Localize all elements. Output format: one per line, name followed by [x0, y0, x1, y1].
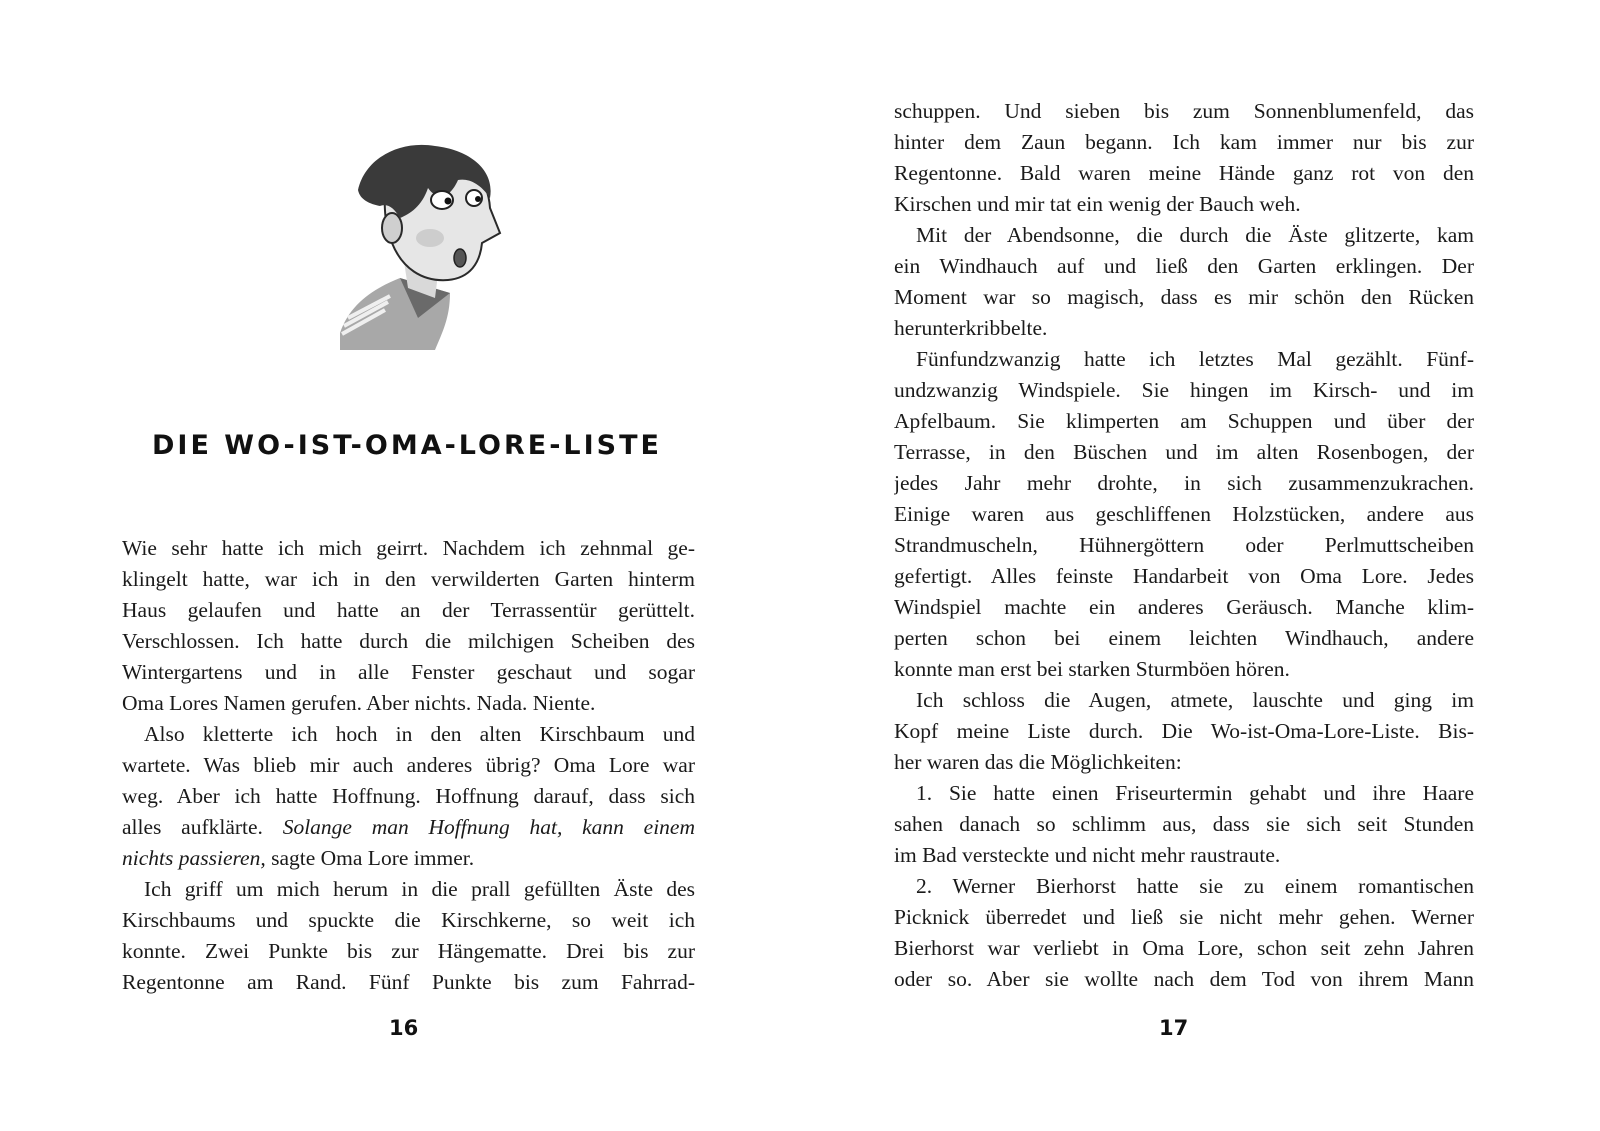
list-item-line: sahen danach so schlimm aus, dass sie sich seit Stunden [894, 812, 1474, 836]
text-line: Oma Lores Namen gerufen. Aber nichts. Nada. Niente. [122, 691, 596, 715]
italic-quote: nichts passieren, [122, 846, 266, 870]
text-line: Haus gelaufen und hatte an der Terrassentür gerüttelt. [122, 598, 695, 622]
text-line: Windspiel machte ein anderes Geräusch. Manche klim- [894, 595, 1474, 619]
list-item-line: im Bad versteckte und nicht mehr raustraute. [894, 843, 1281, 867]
text-line: Mit der Abendsonne, die durch die Äste glitzerte, kam [916, 223, 1474, 247]
right-pupil [475, 196, 481, 202]
text-line: konnte man erst bei starken Sturmböen hören. [894, 657, 1290, 681]
text-line: perten schon bei einem leichten Windhauch, andere [894, 626, 1474, 650]
text-line: Kopf meine Liste durch. Die Wo-ist-Oma-Lore-Liste. Bis- [894, 719, 1474, 743]
text-line: klingelt hatte, war ich in den verwilderten Garten hinterm [122, 567, 695, 591]
text-line: schuppen. Und sieben bis zum Sonnenblumenfeld, das [894, 99, 1474, 123]
cheek [416, 229, 444, 247]
text-line: Fünfundzwanzig hatte ich letztes Mal gezählt. Fünf- [916, 347, 1474, 371]
text-line: Verschlossen. Ich hatte durch die milchigen Scheiben des [122, 629, 695, 653]
text-line: jedes Jahr mehr drohte, in sich zusammenzukrachen. [894, 471, 1474, 495]
mouth [454, 249, 466, 267]
text-line: ein Windhauch auf und ließ den Garten erklingen. Der [894, 254, 1474, 278]
text-line: Ich griff um mich herum in die prall gefüllten Äste des [144, 877, 695, 901]
text-line: weg. Aber ich hatte Hoffnung. Hoffnung darauf, dass sich [122, 784, 695, 808]
text-line: gefertigt. Alles feinste Handarbeit von Oma Lore. Jedes [894, 564, 1474, 588]
text-line: Terrasse, in den Büschen und im alten Rosenbogen, der [894, 440, 1474, 464]
text-line: undzwanzig Windspiele. Sie hingen im Kirsch- und im [894, 378, 1474, 402]
text-line: Moment war so magisch, dass es mir schön den Rücken [894, 285, 1474, 309]
list-item-line: Picknick überredet und ließ sie nicht mehr gehen. Werner [894, 905, 1474, 929]
list-item-line: Bierhorst war verliebt in Oma Lore, schon seit zehn Jahren [894, 936, 1474, 960]
text-segment: sagte Oma Lore immer. [271, 846, 475, 870]
list-item-line: oder so. Aber sie wollte nach dem Tod von ihrem Mann [894, 967, 1474, 991]
text-line: Einige waren aus geschliffenen Holzstücken, andere aus [894, 502, 1474, 526]
text-line: Regentonne. Bald waren meine Hände ganz rot von den [894, 161, 1474, 185]
text-line: Wie sehr hatte ich mich geirrt. Nachdem ich zehnmal ge- [122, 536, 695, 560]
list-item-line: 2. Werner Bierhorst hatte sie zu einem romantischen [916, 874, 1474, 898]
text-line: Kirschbaums und spuckte die Kirschkerne, so weit ich [122, 908, 695, 932]
text-line-mixed [122, 843, 695, 874]
text-line: hinter dem Zaun begann. Ich kam immer nur bis zur [894, 130, 1474, 154]
text-line: Ich schloss die Augen, atmete, lauschte und ging im [916, 688, 1474, 712]
text-line: Kirschen und mir tat ein wenig der Bauch weh. [894, 192, 1301, 216]
text-line: Apfelbaum. Sie klimperten am Schuppen und über der [894, 409, 1474, 433]
right-body-text [894, 96, 1474, 995]
text-line: wartete. Was blieb mir auch anderes übrig? Oma Lore war [122, 753, 695, 777]
text-line-mixed [122, 812, 695, 843]
text-line: Also kletterte ich hoch in den alten Kirschbaum und [144, 722, 695, 746]
text-line: her waren das die Möglichkeiten: [894, 750, 1182, 774]
text-line: Regentonne am Rand. Fünf Punkte bis zum Fahrrad- [122, 970, 695, 994]
right-page [800, 0, 1600, 1131]
text-line: konnte. Zwei Punkte bis zur Hängematte. Drei bis zur [122, 939, 695, 963]
page-number: 16 [389, 1016, 419, 1040]
left-body-text [122, 533, 695, 998]
left-pupil [445, 198, 452, 205]
boy-portrait-illustration [330, 128, 520, 358]
ear [382, 213, 402, 243]
list-item-line: 1. Sie hatte einen Friseurtermin gehabt und ihre Haare [916, 781, 1474, 805]
text-line: herunterkribbelte. [894, 316, 1048, 340]
text-segment: alles aufklärte. [122, 815, 263, 839]
italic-quote: Solange man Hoffnung hat, kann einem [282, 815, 695, 839]
text-line: Strandmuscheln, Hühnergöttern oder Perlmuttscheiben [894, 533, 1474, 557]
chapter-title: DIE WO-IST-OMA-LORE-LISTE [151, 430, 662, 461]
text-line: Wintergartens und in alle Fenster geschaut und sogar [122, 660, 695, 684]
page-number: 17 [1159, 1016, 1189, 1040]
